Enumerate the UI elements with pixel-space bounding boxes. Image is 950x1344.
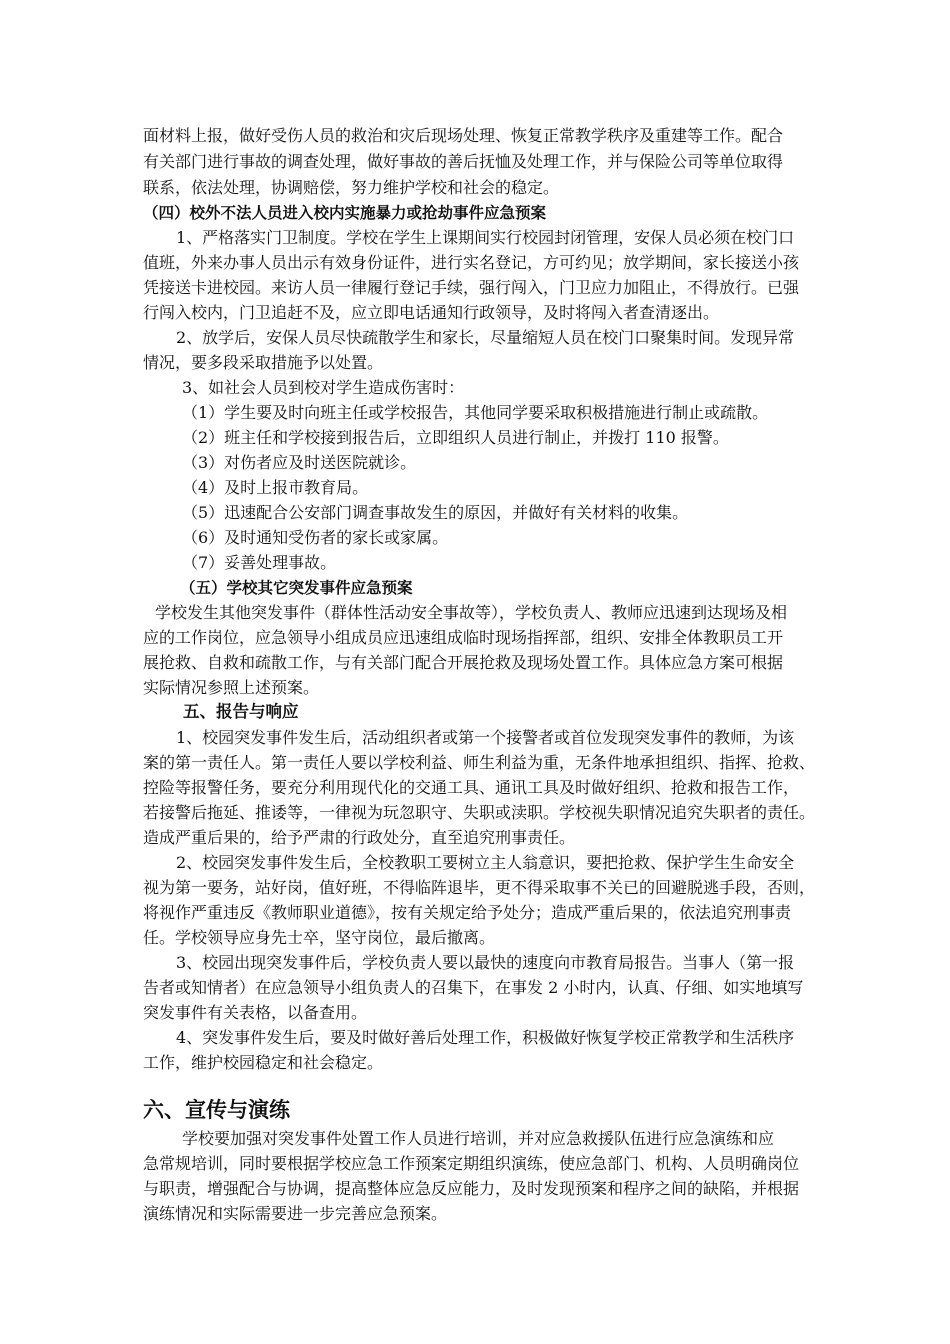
paragraph-line: 2、放学后，安保人员尽快疏散学生和家长，尽量缩短人员在校门口聚集时间。发现异常 [176, 328, 795, 347]
paragraph-line: 造成严重后果的，给予严肃的行政处分，直至追究刑事责任。 [143, 828, 576, 847]
list-item: （2）班主任和学校接到报告后，立即组织人员进行制止，并拨打 110 报警。 [182, 428, 729, 447]
paragraph-line: 若接警后拖延、推诿等，一律视为玩忽职守、失职或渎职。学校视失职情况追究失职者的责任。 [143, 803, 816, 822]
paragraph-line: 情况，要多段采取措施予以处置。 [143, 353, 384, 372]
paragraph-line: 学校要加强对突发事件处置工作人员进行培训，并对应急救援队伍进行应急演练和应 [182, 1129, 775, 1148]
paragraph-line: 面材料上报，做好受伤人员的救治和灾后现场处理、恢复正常教学秩序及重建等工作。配合 [143, 126, 784, 145]
paragraph-line: 急常规培训，同时要根据学校应急工作预案定期组织演练，使应急部门、机构、人员明确岗位 [143, 1154, 800, 1173]
list-item: （6）及时通知受伤者的家长或家属。 [182, 528, 449, 547]
list-item: （5）迅速配合公安部门调查事故发生的原因，并做好有关材料的收集。 [182, 503, 689, 522]
paragraph-line: 告者或知情者）在应急领导小组负责人的召集下，在事发 2 小时内，认真、仔细、如实地填写 [143, 978, 804, 997]
paragraph-line: 3、校园出现突发事件后，学校负责人要以最快的速度向市教育局报告。当事人（第一报 [176, 953, 795, 972]
paragraph-line: 1、校园突发事件发生后，活动组织者或第一个接警者或首位发现突发事件的教师，为该 [176, 728, 795, 747]
paragraph-line: 3、如社会人员到校对学生造成伤害时： [182, 378, 465, 397]
paragraph-line: 展抢救、自救和疏散工作，与有关部门配合开展抢救及现场处置工作。具体应急方案可根据 [143, 653, 784, 672]
paragraph-line: 演练情况和实际需要进一步完善应急预案。 [143, 1204, 448, 1223]
paragraph-line: 工作，维护校园稳定和社会稳定。 [143, 1053, 384, 1072]
section-heading-6: 六、宣传与演练 [143, 1098, 290, 1122]
list-item: （4）及时上报市教育局。 [182, 478, 369, 497]
paragraph-line: 案的第一责任人。第一责任人要以学校利益、师生利益为重，无条件地承担组织、指挥、抢救、 [143, 753, 816, 772]
paragraph-line: 学校发生其他突发事件（群体性活动安全事故等），学校负责人、教师应迅速到达现场及相 [155, 603, 788, 622]
paragraph-line: 4、突发事件发生后，要及时做好善后处理工作，积极做好恢复学校正常教学和生活秩序 [176, 1028, 795, 1047]
section-heading-5: 五、报告与响应 [183, 702, 299, 721]
paragraph-line: 视为第一要务，站好岗，值好班，不得临阵退毕，更不得采取事不关已的回避脱逃手段，否则， [143, 878, 816, 897]
paragraph-line: 突发事件有关表格，以备查用。 [143, 1003, 368, 1022]
list-item: （3）对伤者应及时送医院就诊。 [182, 453, 417, 472]
paragraph-line: 任。学校领导应身先士卒，坚守岗位，最后撤离。 [143, 928, 496, 947]
list-item: （1）学生要及时向班主任或学校报告，其他同学要采取积极措施进行制止或疏散。 [182, 403, 769, 422]
paragraph-line: 有关部门进行事故的调查处理，做好事故的善后抚恤及处理工作，并与保险公司等单位取得 [143, 152, 784, 171]
paragraph-line: 值班，外来办事人员出示有效身份证件，进行实名登记，方可约见；放学期间，家长接送小孩 [143, 253, 800, 272]
subsection-heading-5: （五）学校其它突发事件应急预案 [180, 579, 413, 597]
paragraph-line: 1、严格落实门卫制度。学校在学生上课期间实行校园封闭管理，安保人员必须在校门口 [176, 228, 795, 247]
paragraph-line: 应的工作岗位，应急领导小组成员应迅速组成临时现场指挥部，组织、安排全体教职员工开 [143, 628, 784, 647]
paragraph-line: 凭接送卡进校园。来访人员一律履行登记手续，强行闯入，门卫应力加阻止，不得放行。已强 [143, 278, 800, 297]
paragraph-line: 2、校园突发事件发生后，全校教职工要树立主人翁意识，要把抢救、保护学生生命安全 [176, 853, 795, 872]
paragraph-line: 联系，依法处理，协调赔偿，努力维护学校和社会的稳定。 [143, 178, 560, 197]
paragraph-line: 行闯入校内，门卫追赶不及，应立即电话通知行政领导，及时将闯入者查清逐出。 [143, 303, 720, 322]
paragraph-line: 将视作严重违反《教师职业道德》，按有关规定给予处分；造成严重后果的，依法追究刑事责 [143, 903, 792, 922]
list-item: （7）妥善处理事故。 [182, 553, 337, 572]
paragraph-line: 控险等报警任务，要充分利用现代化的交通工具、通讯工具及时做好组织、抢救和报告工作， [143, 778, 800, 797]
subsection-heading-4: （四）校外不法人员进入校内实施暴力或抢劫事件应急预案 [143, 204, 547, 222]
paragraph-line: 实际情况参照上述预案。 [143, 678, 320, 697]
paragraph-line: 与职责，增强配合与协调，提高整体应急反应能力，及时发现预案和程序之间的缺陷，并根据 [143, 1179, 800, 1198]
